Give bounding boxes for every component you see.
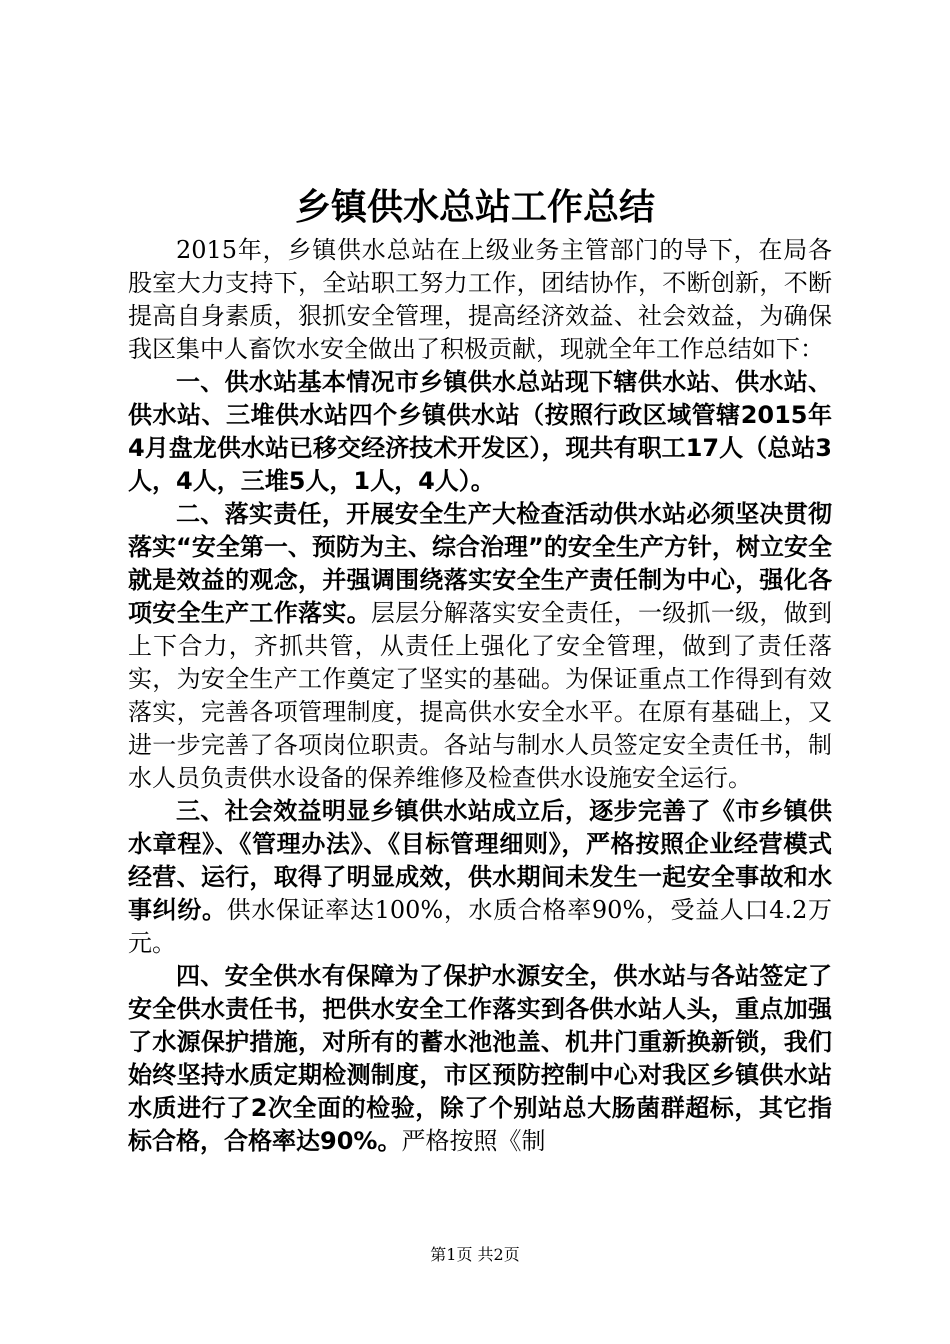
paragraph-text: 2015年，乡镇供水总站在上级业务主管部门的导下，在局各股室大力支持下，全站职工努力工作，团结协作，不断创新，不断提高自身素质，狠抓安全管理，提高经济效益、社会效益，为确保我区集中人畜饮水安全做出了积极贡献，现就全年工作总结如下： [128,236,832,363]
paragraph-text: 供水保证率达100%，水质合格率90%，受益人口4.2万元。 [128,896,833,957]
paragraph-heading-text: 一、供水站基本情况市乡镇供水总站现下辖供水站、供水站、供水站、三堆供水站四个乡镇供水站（按照行政区域管辖2015年4月盘龙供水站已移交经济技术开发区），现共有职工17人（总站3人，4人，三堆5人，1人，4人）。 [128,368,832,495]
paragraph-intro [128,234,832,366]
paragraph-text: 严格按照《制 [401,1127,546,1155]
document-title: 乡镇供水总站工作总结 [294,187,655,228]
page-footer: 第1页 共2页 [430,1245,520,1264]
document-body [128,234,832,1158]
paragraph-heading-text: 二、落实责任，开展安全生产大检查活动供水站必须坚决贯彻落实“安全第一、预防为主、综合治理”的安全生产方针，树立安全就是效益的观念，并强调围绕落实安全生产责任制为中心，强化各项安全生产工作落实。 [128,500,832,627]
paragraph-text: 层层分解落实安全责任，一级抓一级，做到上下合力，齐抓共管，从责任上强化了安全管理，做到了责任落实，为安全生产工作奠定了坚实的基础。为保证重点工作得到有效落实，完善各项管理制度，提高供水安全水平。在原有基础上，又进一步完善了各项岗位职责。各站与制水人员签定安全责任书，制水人员负责供水设备的保养维修及检查供水设施安全运行。 [128,599,833,792]
paragraph-section-2 [128,498,832,795]
paragraph-section-1 [128,366,832,498]
paragraph-section-4 [128,960,832,1158]
paragraph-section-3 [128,795,832,960]
paragraph-heading-text: 三、社会效益明显乡镇供水站成立后，逐步完善了《市乡镇供水章程》、《管理办法》、《目标管理细则》，严格按照企业经营模式经营、运行，取得了明显成效，供水期间未发生一起安全事故和水事纠纷。 [128,797,832,924]
paragraph-heading-text: 四、安全供水有保障为了保护水源安全，供水站与各站签定了安全供水责任书，把供水安全工作落实到各供水站人头，重点加强了水源保护措施，对所有的蓄水池池盖、机井门重新换新锁，我们始终坚持水质定期检测制度，市区预防控制中心对我区乡镇供水站水质进行了2次全面的检验，除了个别站总大肠菌群超标，其它指标合格，合格率达90%。 [128,962,832,1155]
